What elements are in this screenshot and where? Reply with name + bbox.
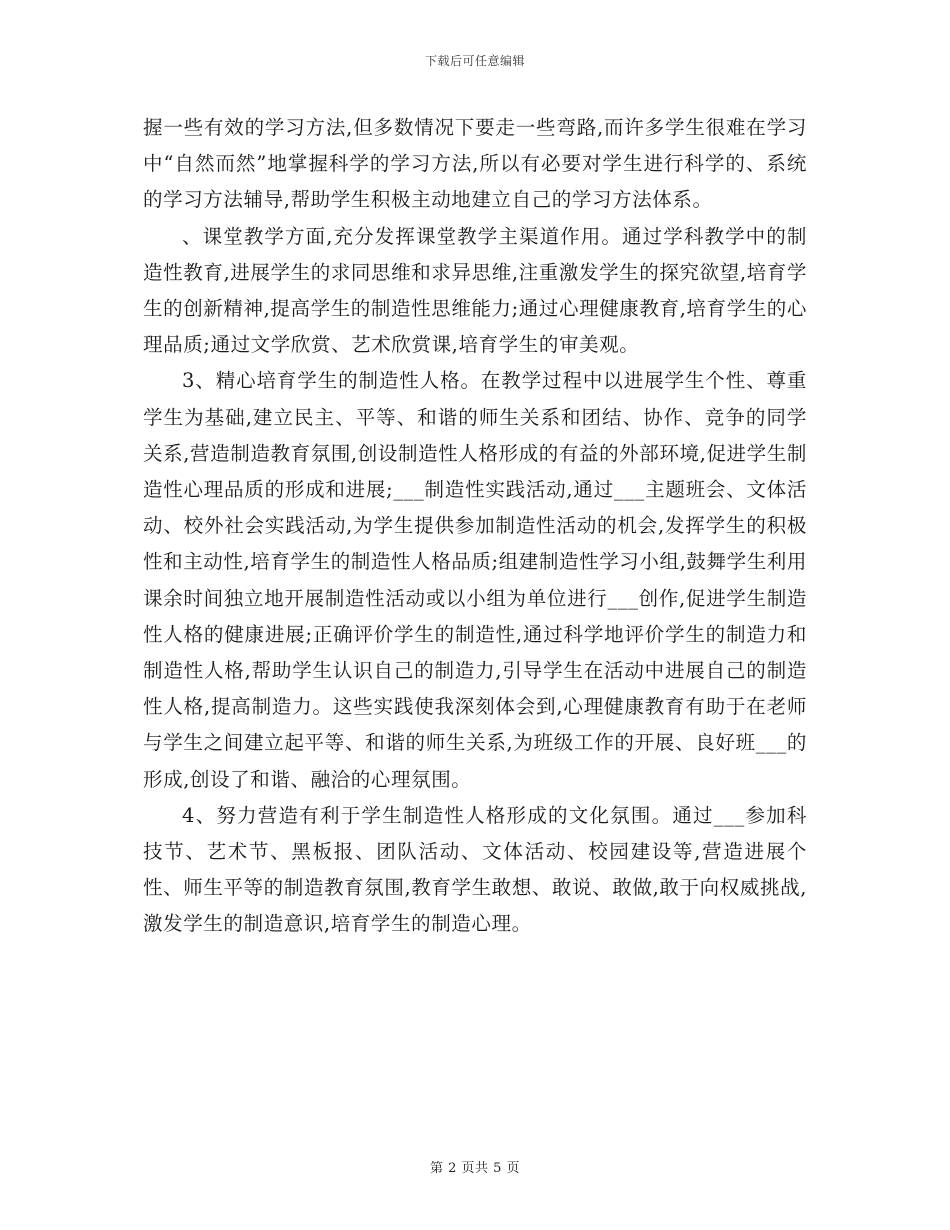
body-text (143, 110, 807, 943)
paragraph-2: 、课堂教学方面,充分发挥课堂教学主渠道作用。通过学科教学中的制造性教育,进展学生的求同思维和求异思维,注重激发学生的探究欲望,培育学生的创新精神,提高学生的制造性思维能力;通过心理健康教育,培育学生的心理品质;通过文学欣赏、艺术欣赏课,培育学生的审美观。 (143, 224, 807, 357)
paragraph-3: 3、精心培育学生的制造性人格。在教学过程中以进展学生个性、尊重学生为基础,建立民主、平等、和谐的师生关系和团结、协作、竞争的同学关系,营造制造教育氛围,创设制造性人格形成的有益的外部环境,促进学生制造性心理品质的形成和进展;___制造性实践活动,通过___主题班会、文体活动、校外社会实践活动,为学生提供参加制造性活动的机会,发挥学生的积极性和主动性,培育学生的制造性人格品质;组建制造性学习小组,鼓舞学生利用课余时间独立地开展制造性活动或以小组为单位进行___创作,促进学生制造性人格的健康进展;正确评价学生的制造性,通过科学地评价学生的制造力和制造性人格,帮助学生认识自己的制造力,引导学生在活动中进展自己的制造性人格,提高制造力。这些实践使我深刻体会到,心理健康教育有助于在老师与学生之间建立起平等、和谐的师生关系,为班级工作的开展、良好班___的形成,创设了和谐、融洽的心理氛围。 (143, 369, 807, 791)
header-note: 下载后可任意编辑 (424, 54, 525, 68)
page-number: 第 2 页共 5 页 (429, 1161, 521, 1176)
paragraph-1: 握一些有效的学习方法,但多数情况下要走一些弯路,而许多学生很难在学习中“自然而然”地掌握科学的学习方法,所以有必要对学生进行科学的、系统的学习方法辅导,帮助学生积极主动地建立自己的学习方法体系。 (143, 116, 807, 212)
paragraph-4: 4、努力营造有利于学生制造性人格形成的文化氛围。通过___参加科技节、艺术节、黑板报、团队活动、文体活动、校园建设等,营造进展个性、师生平等的制造教育氛围,教育学生敢想、敢说、敢做,敢于向权威挑战,激发学生的制造意识,培育学生的制造心理。 (143, 803, 807, 936)
